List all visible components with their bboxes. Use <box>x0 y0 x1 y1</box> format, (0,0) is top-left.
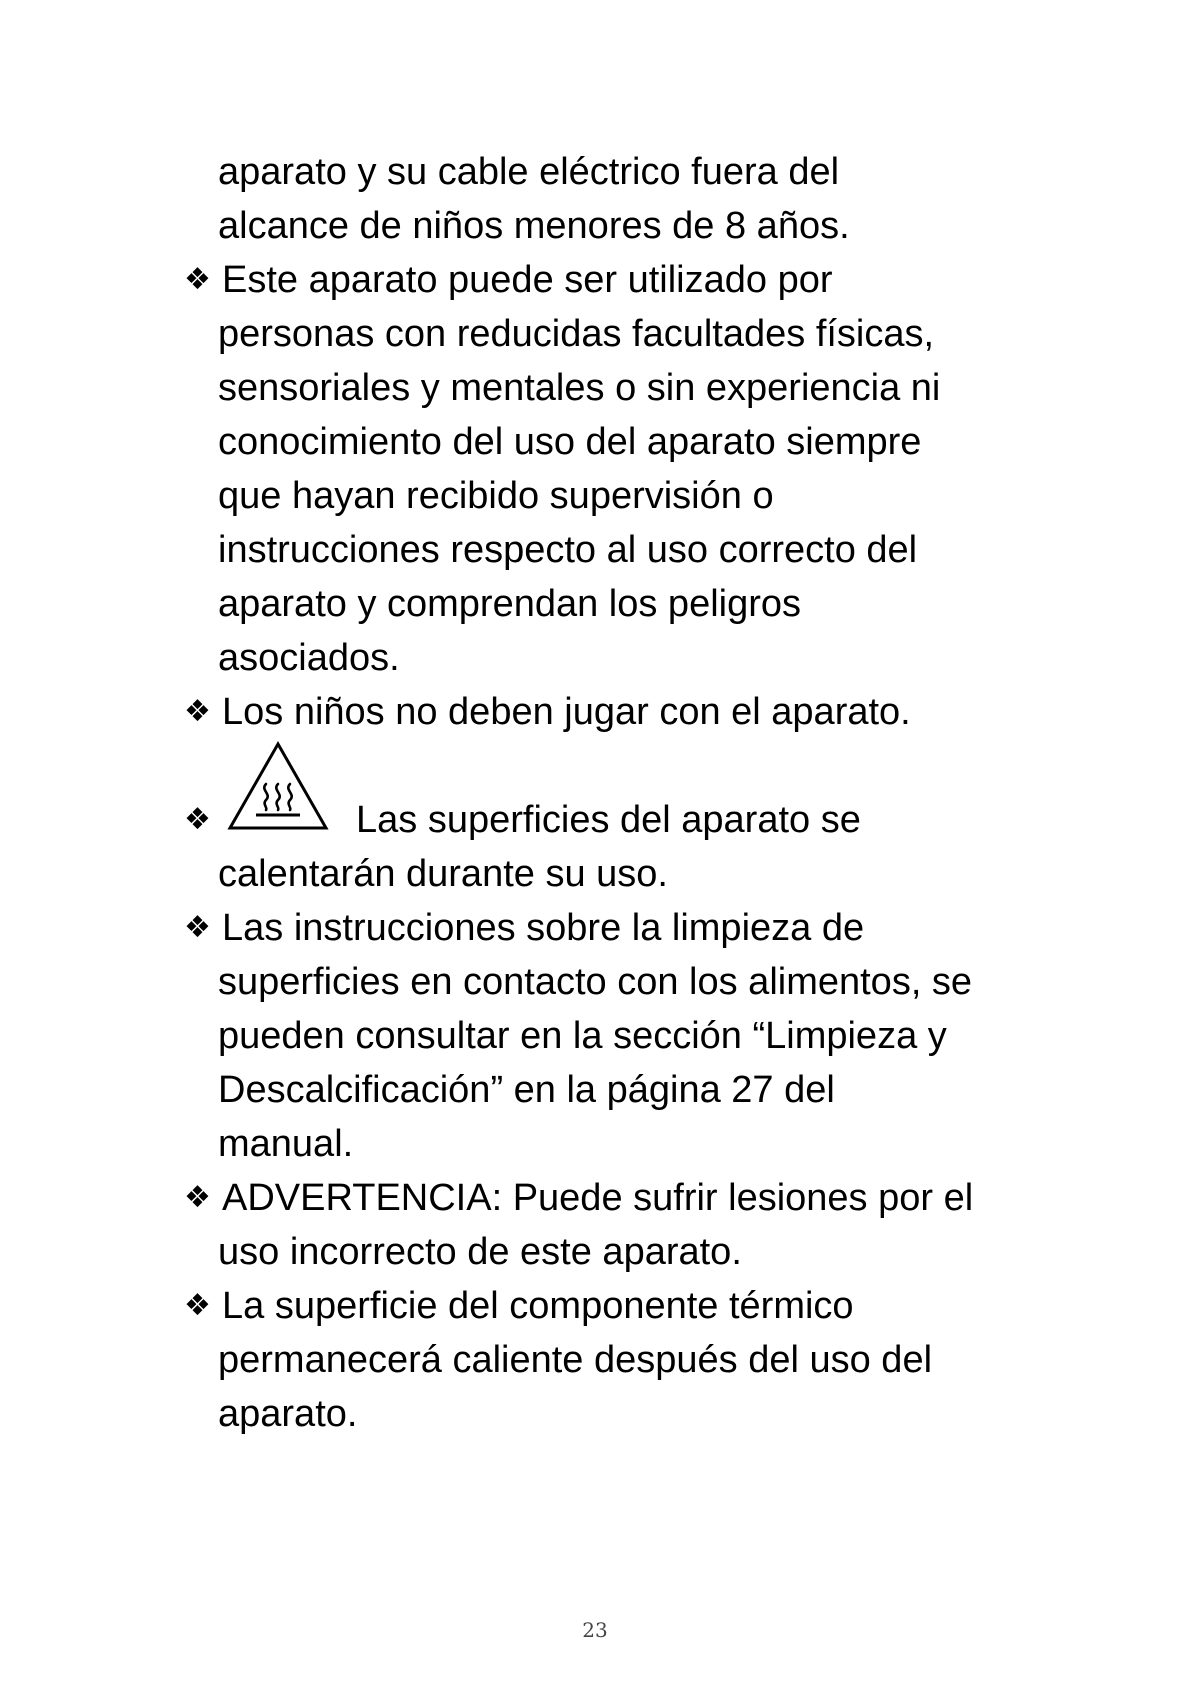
text-line: conocimiento del uso del aparato siempre <box>218 421 922 463</box>
text-line: pueden consultar en la sección “Limpieza y <box>218 1015 947 1057</box>
text-line: alcance de niños menores de 8 años. <box>218 205 850 247</box>
text-line: uso incorrecto de este aparato. <box>218 1231 742 1273</box>
text-line: aparato y su cable eléctrico fuera del <box>218 151 840 193</box>
text-line: personas con reducidas facultades físicas, <box>218 313 935 355</box>
text-line: instrucciones respecto al uso correcto del <box>218 529 918 571</box>
bullet-icon: ❖ <box>184 695 211 728</box>
text-line: ADVERTENCIA: Puede sufrir lesiones por el <box>222 1177 974 1219</box>
text-line: aparato. <box>218 1393 358 1435</box>
text-line: calentarán durante su uso. <box>218 853 668 895</box>
bullet-icon: ❖ <box>184 1181 211 1214</box>
text-line: Las superficies del aparato se <box>356 799 861 841</box>
text-line: asociados. <box>218 637 400 679</box>
text-line: manual. <box>218 1123 354 1165</box>
text-line: Descalcificación” en la página 27 del <box>218 1069 835 1111</box>
bullet-icon: ❖ <box>184 263 211 296</box>
text-line: superficies en contacto con los alimentos, se <box>218 961 973 1003</box>
page-number: 23 <box>582 1618 608 1642</box>
text-line: Las instrucciones sobre la limpieza de <box>222 907 865 949</box>
bullet-icon: ❖ <box>184 1289 211 1322</box>
text-line: Este aparato puede ser utilizado por <box>222 259 833 301</box>
text-line: La superficie del componente térmico <box>222 1285 854 1327</box>
text-line: Los niños no deben jugar con el aparato. <box>222 691 911 733</box>
bullet-icon: ❖ <box>184 911 211 944</box>
text-line: permanecerá caliente después del uso del <box>218 1339 933 1381</box>
bullet-icon: ❖ <box>184 803 211 836</box>
text-line: aparato y comprendan los peligros <box>218 583 802 625</box>
text-line: que hayan recibido supervisión o <box>218 475 774 517</box>
hot-surface-warning-icon <box>226 740 330 834</box>
text-line: sensoriales y mentales o sin experiencia ni <box>218 367 941 409</box>
